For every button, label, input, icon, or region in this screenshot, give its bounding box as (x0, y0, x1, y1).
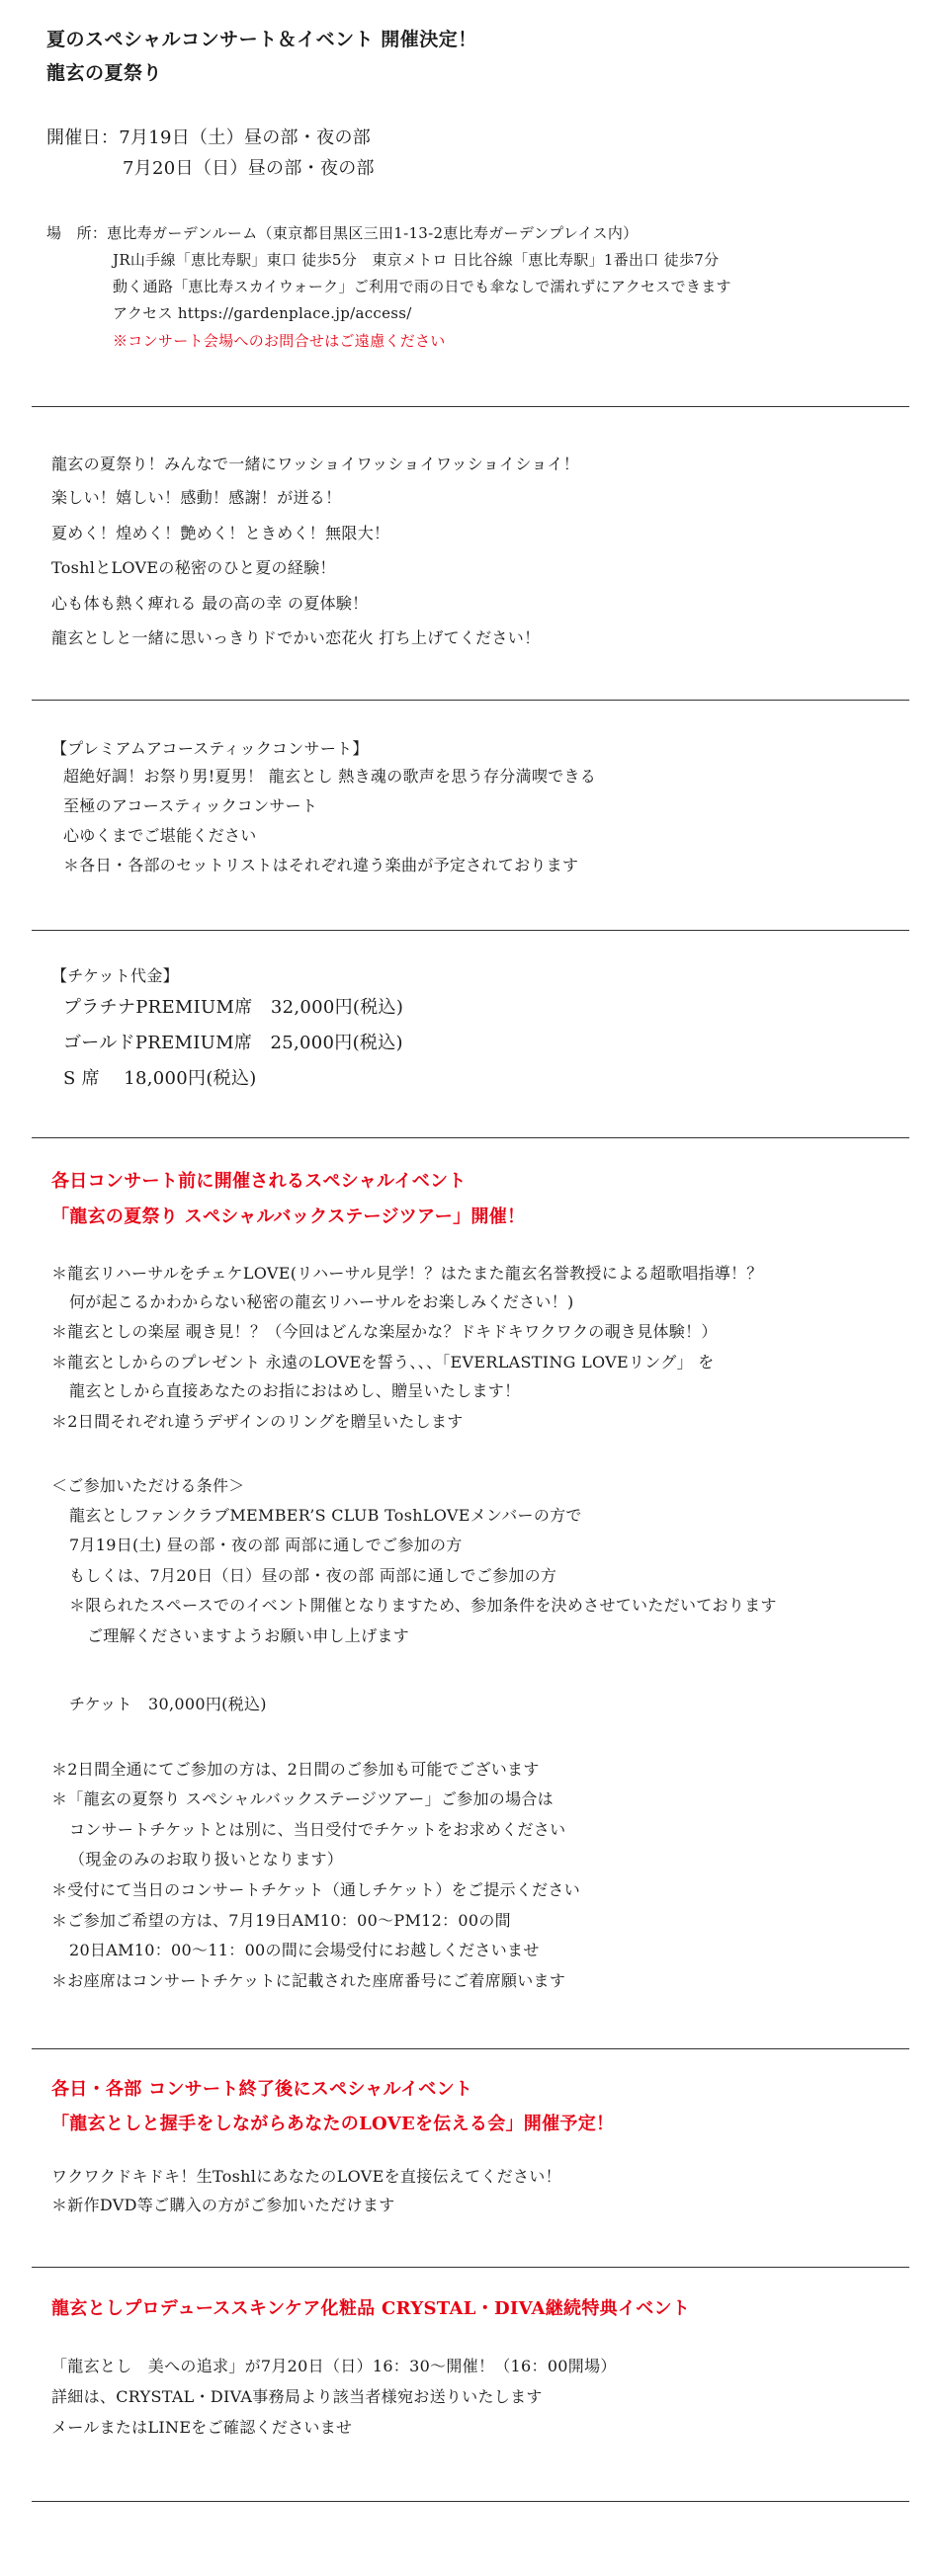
handshake-line: ワクワクドキドキ！生ToshlにあなたのLOVEを直接伝えてください！ (51, 2167, 561, 2186)
divider (32, 2048, 909, 2049)
access-line-1: JR山手線「恵比寿駅」東口 徒歩5分 東京メトロ 日比谷線「恵比寿駅」1番出口 徒歩7分 (113, 251, 720, 269)
ticket-price-gold: ゴールドPREMIUM席 25,000円(税込) (63, 1033, 403, 1053)
premium-heading: 【プレミアムアコースティックコンサート】 (51, 739, 369, 758)
backstage-note: ＊「龍玄の夏祭り スペシャルバックステージツアー」ご参加の場合は (51, 1789, 554, 1808)
condition-line: もしくは、7月20日（日）昼の部・夜の部 両部に通しでご参加の方 (69, 1566, 557, 1585)
divider (32, 406, 909, 407)
handshake-line: ＊新作DVD等ご購入の方がご参加いただけます (51, 2196, 395, 2214)
backstage-note: ＊受付にて当日のコンサートチケット（通しチケット）をご提示ください (51, 1880, 581, 1899)
venue-notice: ※コンサート会場へのお問合せはご遠慮ください (113, 332, 446, 350)
premium-note: ＊各日・各部のセットリストはそれぞれ違う楽曲が予定されております (63, 856, 579, 874)
condition-line: 龍玄としファンクラブMEMBER’S CLUB ToshLOVEメンバーの方で (69, 1506, 582, 1525)
crystal-line: 詳細は、CRYSTAL・DIVA事務局より該当者様宛お送りいたします (51, 2387, 543, 2406)
backstage-item: 何が起こるかわからない秘密の龍玄リハーサルをお楽しみください！) (69, 1292, 574, 1311)
premium-line: 心ゆくまでご堪能ください (63, 826, 257, 845)
condition-line: 7月19日(土) 昼の部・夜の部 両部に通しでご参加の方 (69, 1536, 463, 1554)
divider (32, 700, 909, 701)
backstage-ticket-price: チケット 30,000円(税込) (69, 1695, 267, 1713)
backstage-note: （現金のみのお取り扱いとなります） (69, 1850, 344, 1869)
intro-line: 龍玄の夏祭り！みんなで一緒にワッショイワッショイワッショイショイ！ (51, 455, 580, 473)
date-line-2: 7月20日（日）昼の部・夜の部 (123, 158, 375, 179)
backstage-note: ＊ご参加ご希望の方は、7月19日AM10：00〜PM12：00の間 (51, 1911, 511, 1930)
divider (32, 1137, 909, 1138)
intro-line: 龍玄としと一緒に思いっきりドでかい恋花火 打ち上げてください！ (51, 628, 541, 647)
access-link[interactable]: アクセス https://gardenplace.jp/access/ (113, 304, 412, 322)
handshake-subheading: 「龍玄としと握手をしながらあなたのLOVEを伝える会」開催予定！ (51, 2114, 615, 2134)
divider (32, 2267, 909, 2268)
intro-line: 楽しい！嬉しい！感動！感謝！が迸る！ (51, 488, 342, 507)
premium-line: 超絶好調！お祭り男!夏男！ 龍玄とし 熱き魂の歌声を思う存分満喫できる (63, 767, 597, 786)
event-name: 龍玄の夏祭り (46, 62, 163, 84)
premium-line: 至極のアコースティックコンサート (63, 796, 318, 815)
date-line-1: 開催日：7月19日（土）昼の部・夜の部 (46, 127, 372, 148)
ticket-heading: 【チケット代金】 (51, 966, 179, 985)
handshake-heading: 各日・各部 コンサート終了後にスペシャルイベント (51, 2079, 473, 2100)
intro-line: ToshlとLOVEの秘密のひと夏の経験！ (51, 558, 336, 577)
ticket-price-platinum: プラチナPREMIUM席 32,000円(税込) (63, 997, 404, 1018)
backstage-item: ＊2日間それぞれ違うデザインのリングを贈呈いたします (51, 1412, 464, 1431)
crystal-line: 「龍玄とし 美への追求」が7月20日（日）16：30〜開催！（16：00開場） (51, 2357, 617, 2375)
divider (32, 2501, 909, 2502)
crystal-line: メールまたはLINEをご確認くださいませ (51, 2418, 353, 2437)
backstage-item: 龍玄としから直接あなたのお指におはめし、贈呈いたします！ (69, 1381, 521, 1400)
backstage-subheading: 「龍玄の夏祭り スペシャルバックステージツアー」開催！ (51, 1206, 526, 1227)
backstage-note: ＊お座席はコンサートチケットに記載された座席番号にご着席願います (51, 1971, 566, 1990)
backstage-note: 20日AM10：00〜11：00の間に会場受付にお越しくださいませ (69, 1941, 540, 1959)
backstage-note: コンサートチケットとは別に、当日受付でチケットをお求めください (69, 1820, 566, 1839)
venue-line: 場 所：恵比寿ガーデンルーム（東京都目黒区三田1-13-2恵比寿ガーデンプレイス内） (46, 224, 639, 242)
backstage-item: ＊龍玄リハーサルをチェケLOVE(リハーサル見学！？はたまた龍玄名誉教授による超歌唱指導！？ (51, 1264, 763, 1283)
condition-note: ＊限られたスペースでのイベント開催となりますため、参加条件を決めさせていただいております (69, 1596, 777, 1615)
access-line-2: 動く通路「恵比寿スカイウォーク」ご利用で雨の日でも傘なしで濡れずにアクセスできます (113, 278, 731, 295)
backstage-item: ＊龍玄としからのプレゼント 永遠のLOVEを誓う、、、「EVERLASTING LOVEリング」 を (51, 1353, 715, 1371)
condition-note: ご理解くださいますようお願い申し上げます (87, 1626, 410, 1645)
conditions-heading: ＜ご参加いただける条件＞ (51, 1476, 245, 1495)
divider (32, 930, 909, 931)
intro-line: 夏めく！煌めく！艶めく！ときめく！無限大！ (51, 524, 390, 542)
backstage-note: ＊2日間全通にてご参加の方は、2日間のご参加も可能でございます (51, 1760, 540, 1779)
crystal-heading: 龍玄としプロデューススキンケア化粧品 CRYSTAL・DIVA継続特典イベント (51, 2298, 691, 2319)
backstage-heading: 各日コンサート前に開催されるスペシャルイベント (51, 1171, 467, 1192)
intro-line: 心も体も熱く痺れる 最の高の幸 の夏体験！ (51, 594, 369, 613)
backstage-item: ＊龍玄としの楽屋 覗き見！？（今回はどんな楽屋かな？ドキドキワクワクの覗き見体験！） (51, 1322, 718, 1341)
page-title: 夏のスペシャルコンサート＆イベント 開催決定！ (46, 29, 477, 50)
ticket-price-s: S 席 18,000円(税込) (63, 1068, 257, 1089)
